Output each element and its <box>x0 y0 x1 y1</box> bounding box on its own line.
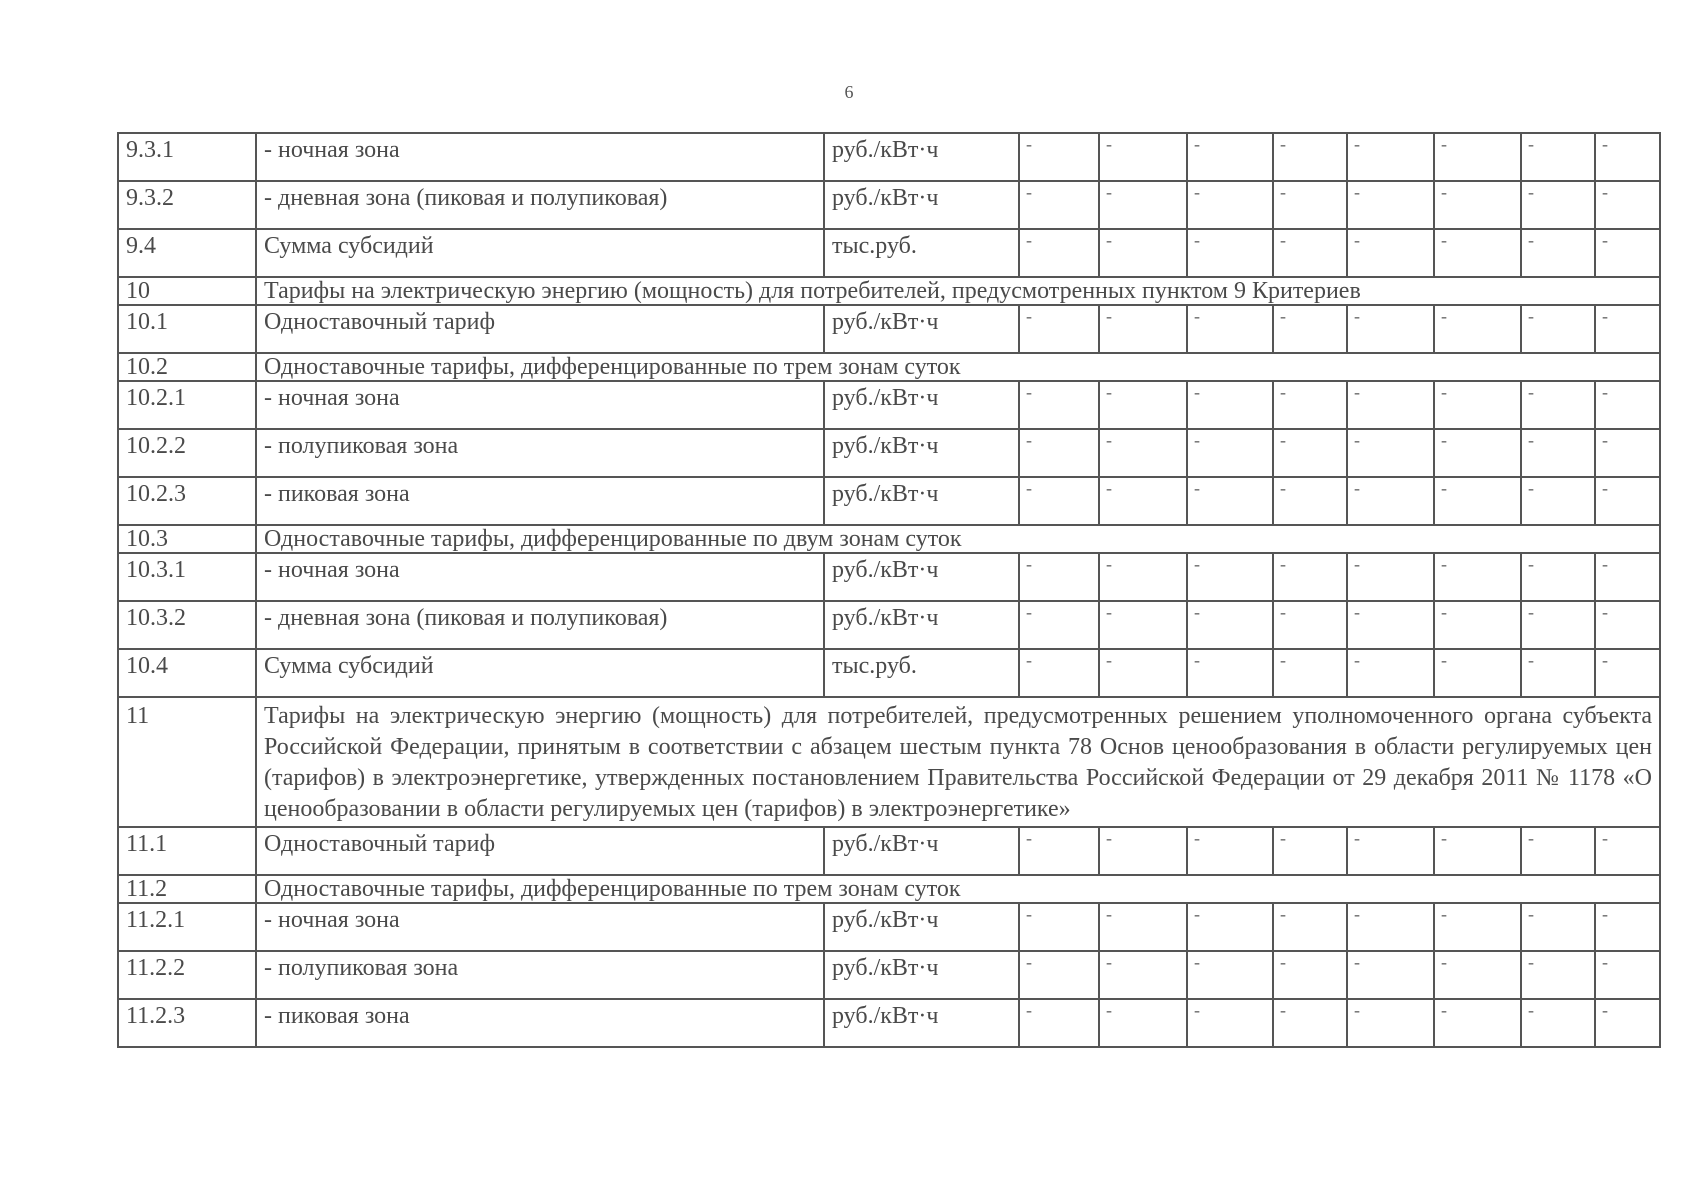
value-cell: - <box>1099 229 1187 277</box>
section-number: 10 <box>118 277 256 305</box>
value-cell: - <box>1187 903 1273 951</box>
value-cell: - <box>1273 133 1347 181</box>
value-cell: - <box>1434 903 1521 951</box>
value-cell: - <box>1019 477 1099 525</box>
row-name: - дневная зона (пиковая и полупиковая) <box>256 181 824 229</box>
value-cell: - <box>1521 827 1595 875</box>
section-title: Одноставочные тарифы, дифференцированные по трем зонам суток <box>256 875 1660 903</box>
value-cell: - <box>1347 553 1434 601</box>
value-cell: - <box>1434 381 1521 429</box>
value-cell: - <box>1019 553 1099 601</box>
row-name: - ночная зона <box>256 553 824 601</box>
value-cell: - <box>1273 553 1347 601</box>
value-cell: - <box>1273 429 1347 477</box>
value-cell: - <box>1273 229 1347 277</box>
row-name: - ночная зона <box>256 903 824 951</box>
value-cell: - <box>1187 601 1273 649</box>
value-cell: - <box>1347 903 1434 951</box>
value-cell: - <box>1273 305 1347 353</box>
value-cell: - <box>1521 305 1595 353</box>
value-cell: - <box>1099 827 1187 875</box>
value-cell: - <box>1347 181 1434 229</box>
row-unit: руб./кВт·ч <box>824 133 1019 181</box>
table-row <box>118 277 1660 305</box>
page-number: 6 <box>844 82 854 102</box>
value-cell: - <box>1187 649 1273 697</box>
value-cell: - <box>1347 429 1434 477</box>
section-title: Одноставочные тарифы, дифференцированные по трем зонам суток <box>256 353 1660 381</box>
value-cell: - <box>1434 429 1521 477</box>
value-cell: - <box>1521 181 1595 229</box>
value-cell: - <box>1187 181 1273 229</box>
table-row <box>118 353 1660 381</box>
row-unit: руб./кВт·ч <box>824 381 1019 429</box>
value-cell: - <box>1595 649 1660 697</box>
value-cell: - <box>1019 999 1099 1047</box>
table-row <box>118 649 1660 697</box>
value-cell: - <box>1434 827 1521 875</box>
value-cell: - <box>1187 477 1273 525</box>
value-cell: - <box>1595 827 1660 875</box>
row-number: 9.3.2 <box>118 181 256 229</box>
row-name: - полупиковая зона <box>256 429 824 477</box>
value-cell: - <box>1595 477 1660 525</box>
value-cell: - <box>1434 181 1521 229</box>
value-cell: - <box>1019 181 1099 229</box>
value-cell: - <box>1347 827 1434 875</box>
value-cell: - <box>1434 305 1521 353</box>
value-cell: - <box>1019 827 1099 875</box>
table-row <box>118 553 1660 601</box>
value-cell: - <box>1099 951 1187 999</box>
row-number: 9.4 <box>118 229 256 277</box>
value-cell: - <box>1099 553 1187 601</box>
value-cell: - <box>1595 999 1660 1047</box>
value-cell: - <box>1187 305 1273 353</box>
row-name: - полупиковая зона <box>256 951 824 999</box>
value-cell: - <box>1099 133 1187 181</box>
table-row <box>118 229 1660 277</box>
section-number: 11.2 <box>118 875 256 903</box>
value-cell: - <box>1273 903 1347 951</box>
table-row <box>118 429 1660 477</box>
value-cell: - <box>1521 951 1595 999</box>
row-unit: руб./кВт·ч <box>824 827 1019 875</box>
value-cell: - <box>1595 181 1660 229</box>
value-cell: - <box>1019 229 1099 277</box>
value-cell: - <box>1099 477 1187 525</box>
table-row <box>118 381 1660 429</box>
value-cell: - <box>1187 827 1273 875</box>
value-cell: - <box>1434 477 1521 525</box>
value-cell: - <box>1187 553 1273 601</box>
value-cell: - <box>1347 649 1434 697</box>
value-cell: - <box>1099 305 1187 353</box>
value-cell: - <box>1434 133 1521 181</box>
value-cell: - <box>1187 999 1273 1047</box>
row-number: 10.4 <box>118 649 256 697</box>
section-number: 11 <box>118 697 256 827</box>
table-row <box>118 477 1660 525</box>
tariff-table <box>117 132 1661 1048</box>
value-cell: - <box>1595 553 1660 601</box>
value-cell: - <box>1099 903 1187 951</box>
value-cell: - <box>1347 133 1434 181</box>
value-cell: - <box>1434 553 1521 601</box>
value-cell: - <box>1521 229 1595 277</box>
value-cell: - <box>1019 429 1099 477</box>
row-number: 10.2.1 <box>118 381 256 429</box>
value-cell: - <box>1347 229 1434 277</box>
value-cell: - <box>1595 951 1660 999</box>
value-cell: - <box>1099 649 1187 697</box>
row-unit: руб./кВт·ч <box>824 305 1019 353</box>
value-cell: - <box>1019 951 1099 999</box>
value-cell: - <box>1434 601 1521 649</box>
row-name: Одноставочный тариф <box>256 827 824 875</box>
row-number: 10.3.2 <box>118 601 256 649</box>
row-name: - ночная зона <box>256 381 824 429</box>
section-number: 10.3 <box>118 525 256 553</box>
value-cell: - <box>1595 381 1660 429</box>
value-cell: - <box>1347 305 1434 353</box>
value-cell: - <box>1434 229 1521 277</box>
value-cell: - <box>1347 381 1434 429</box>
value-cell: - <box>1099 429 1187 477</box>
value-cell: - <box>1099 381 1187 429</box>
row-number: 11.2.1 <box>118 903 256 951</box>
value-cell: - <box>1434 999 1521 1047</box>
value-cell: - <box>1521 553 1595 601</box>
table-row <box>118 525 1660 553</box>
row-unit: руб./кВт·ч <box>824 429 1019 477</box>
table-row <box>118 827 1660 875</box>
row-unit: руб./кВт·ч <box>824 951 1019 999</box>
value-cell: - <box>1273 827 1347 875</box>
value-cell: - <box>1019 649 1099 697</box>
value-cell: - <box>1099 601 1187 649</box>
value-cell: - <box>1521 477 1595 525</box>
section-title: Тарифы на электрическую энергию (мощность) для потребителей, предусмотренных решением уполномоченного органа субъекта Российской Федерации, принятым в соответствии с абзацем шестым пункта 78 Основ ценообразования в области регулируемых цен (тарифов) в электроэнергетике, утвержденных постановлением Правительства Российской Федерации от 29 декабря 2011 № 1178 «О ценообразовании в области регулируемых цен (тарифов) в электроэнергетике» <box>256 697 1660 827</box>
value-cell: - <box>1099 999 1187 1047</box>
value-cell: - <box>1595 229 1660 277</box>
table-row <box>118 903 1660 951</box>
table-row <box>118 999 1660 1047</box>
value-cell: - <box>1273 477 1347 525</box>
row-unit: тыс.руб. <box>824 649 1019 697</box>
table-row <box>118 305 1660 353</box>
value-cell: - <box>1273 381 1347 429</box>
section-title: Одноставочные тарифы, дифференцированные по двум зонам суток <box>256 525 1660 553</box>
row-number: 10.3.1 <box>118 553 256 601</box>
row-number: 10.1 <box>118 305 256 353</box>
value-cell: - <box>1434 649 1521 697</box>
row-unit: руб./кВт·ч <box>824 903 1019 951</box>
value-cell: - <box>1595 133 1660 181</box>
row-name: - ночная зона <box>256 133 824 181</box>
value-cell: - <box>1019 601 1099 649</box>
value-cell: - <box>1187 951 1273 999</box>
row-unit: руб./кВт·ч <box>824 553 1019 601</box>
value-cell: - <box>1187 429 1273 477</box>
row-unit: руб./кВт·ч <box>824 999 1019 1047</box>
value-cell: - <box>1273 951 1347 999</box>
value-cell: - <box>1434 951 1521 999</box>
value-cell: - <box>1347 999 1434 1047</box>
table-row <box>118 697 1660 827</box>
table-row <box>118 875 1660 903</box>
row-number: 10.2.3 <box>118 477 256 525</box>
table-row <box>118 181 1660 229</box>
row-name: Сумма субсидий <box>256 649 824 697</box>
value-cell: - <box>1595 903 1660 951</box>
value-cell: - <box>1187 133 1273 181</box>
row-name: - пиковая зона <box>256 477 824 525</box>
row-name: - дневная зона (пиковая и полупиковая) <box>256 601 824 649</box>
value-cell: - <box>1347 601 1434 649</box>
row-unit: руб./кВт·ч <box>824 601 1019 649</box>
row-unit: руб./кВт·ч <box>824 477 1019 525</box>
value-cell: - <box>1521 601 1595 649</box>
table-row <box>118 951 1660 999</box>
row-number: 10.2.2 <box>118 429 256 477</box>
row-name: - пиковая зона <box>256 999 824 1047</box>
value-cell: - <box>1521 429 1595 477</box>
value-cell: - <box>1273 999 1347 1047</box>
table-row <box>118 133 1660 181</box>
value-cell: - <box>1347 477 1434 525</box>
value-cell: - <box>1595 305 1660 353</box>
row-number: 11.2.2 <box>118 951 256 999</box>
value-cell: - <box>1019 903 1099 951</box>
value-cell: - <box>1019 381 1099 429</box>
value-cell: - <box>1521 133 1595 181</box>
value-cell: - <box>1521 649 1595 697</box>
value-cell: - <box>1019 133 1099 181</box>
row-unit: руб./кВт·ч <box>824 181 1019 229</box>
row-name: Сумма субсидий <box>256 229 824 277</box>
row-number: 9.3.1 <box>118 133 256 181</box>
value-cell: - <box>1347 951 1434 999</box>
row-name: Одноставочный тариф <box>256 305 824 353</box>
value-cell: - <box>1521 381 1595 429</box>
section-title: Тарифы на электрическую энергию (мощность) для потребителей, предусмотренных пунктом 9 Критериев <box>256 277 1660 305</box>
value-cell: - <box>1595 601 1660 649</box>
row-number: 11.1 <box>118 827 256 875</box>
value-cell: - <box>1273 649 1347 697</box>
value-cell: - <box>1187 229 1273 277</box>
table-row <box>118 601 1660 649</box>
row-unit: тыс.руб. <box>824 229 1019 277</box>
value-cell: - <box>1273 181 1347 229</box>
value-cell: - <box>1595 429 1660 477</box>
value-cell: - <box>1187 381 1273 429</box>
value-cell: - <box>1099 181 1187 229</box>
row-number: 11.2.3 <box>118 999 256 1047</box>
section-number: 10.2 <box>118 353 256 381</box>
value-cell: - <box>1273 601 1347 649</box>
value-cell: - <box>1521 999 1595 1047</box>
value-cell: - <box>1521 903 1595 951</box>
value-cell: - <box>1019 305 1099 353</box>
